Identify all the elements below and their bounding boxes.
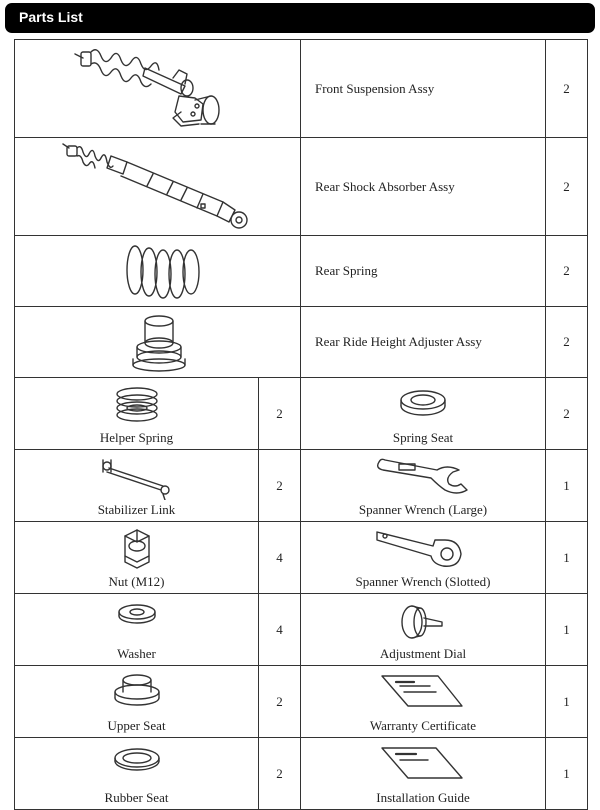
part-qty: 1 [546, 450, 588, 522]
part-image-cell [301, 666, 546, 738]
part-image-cell [15, 666, 259, 738]
part-qty: 2 [259, 666, 301, 738]
part-image-cell [15, 40, 301, 138]
part-name: Stabilizer Link [97, 502, 176, 517]
table-row [15, 738, 588, 810]
stabilizer-link-icon [97, 456, 177, 500]
part-name: Upper Seat [107, 718, 166, 733]
part-qty: 2 [546, 378, 588, 450]
part-qty: 4 [259, 594, 301, 666]
table-row [15, 40, 588, 138]
part-name: Adjustment Dial [379, 646, 467, 661]
table-row [15, 522, 588, 594]
part-qty: 2 [259, 450, 301, 522]
table-row [15, 138, 588, 236]
part-image-cell [15, 307, 301, 378]
part-image-cell [301, 522, 546, 594]
upper-seat-icon [113, 672, 161, 712]
helper-spring-icon [112, 384, 162, 428]
part-qty: 2 [546, 236, 588, 307]
part-qty: 1 [546, 522, 588, 594]
part-name: Rear Ride Height Adjuster Assy [301, 307, 546, 378]
table-row [15, 307, 588, 378]
part-name: Spanner Wrench (Large) [358, 502, 488, 517]
part-qty: 4 [259, 522, 301, 594]
spanner-wrench-slotted-icon [373, 528, 473, 572]
part-image-cell [301, 450, 546, 522]
nut-icon [117, 528, 157, 570]
part-name: Helper Spring [99, 430, 174, 445]
part-image-cell [301, 594, 546, 666]
part-name: Front Suspension Assy [301, 40, 546, 138]
rubber-seat-icon [111, 744, 163, 776]
spring-seat-icon [397, 384, 449, 424]
part-qty: 2 [259, 738, 301, 810]
part-name: Rubber Seat [104, 790, 169, 805]
front-suspension-icon [15, 40, 301, 137]
part-qty: 2 [546, 307, 588, 378]
part-qty: 1 [546, 738, 588, 810]
part-image-cell [15, 378, 259, 450]
part-name: Installation Guide [376, 790, 470, 805]
table-row [15, 236, 588, 307]
part-name: Nut (M12) [108, 574, 165, 589]
table-row [15, 450, 588, 522]
part-image-cell [15, 738, 259, 810]
part-image-cell [15, 138, 301, 236]
part-image-cell [301, 738, 546, 810]
rear-spring-icon [15, 236, 301, 306]
part-image-cell [15, 522, 259, 594]
part-name: Warranty Certificate [369, 718, 477, 733]
part-name: Spanner Wrench (Slotted) [355, 574, 491, 589]
part-qty: 1 [546, 594, 588, 666]
ride-height-adjuster-icon [15, 307, 301, 377]
table-row [15, 594, 588, 666]
spanner-wrench-large-icon [373, 456, 473, 502]
part-image-cell [15, 236, 301, 307]
part-name: Rear Spring [301, 236, 546, 307]
parts-table [14, 39, 588, 810]
washer-icon [115, 600, 159, 630]
adjustment-dial-icon [398, 600, 448, 646]
table-row [15, 666, 588, 738]
installation-guide-icon [378, 744, 468, 784]
part-image-cell [15, 450, 259, 522]
table-row [15, 378, 588, 450]
part-qty: 2 [259, 378, 301, 450]
part-name: Rear Shock Absorber Assy [301, 138, 546, 236]
part-image-cell [301, 378, 546, 450]
part-name: Washer [117, 646, 156, 661]
warranty-certificate-icon [378, 672, 468, 712]
part-image-cell [15, 594, 259, 666]
header-title: Parts List [19, 9, 83, 25]
part-qty: 2 [546, 40, 588, 138]
rear-shock-absorber-icon [15, 138, 301, 235]
parts-list-header [5, 3, 595, 33]
part-name: Spring Seat [392, 430, 454, 445]
part-qty: 1 [546, 666, 588, 738]
part-qty: 2 [546, 138, 588, 236]
